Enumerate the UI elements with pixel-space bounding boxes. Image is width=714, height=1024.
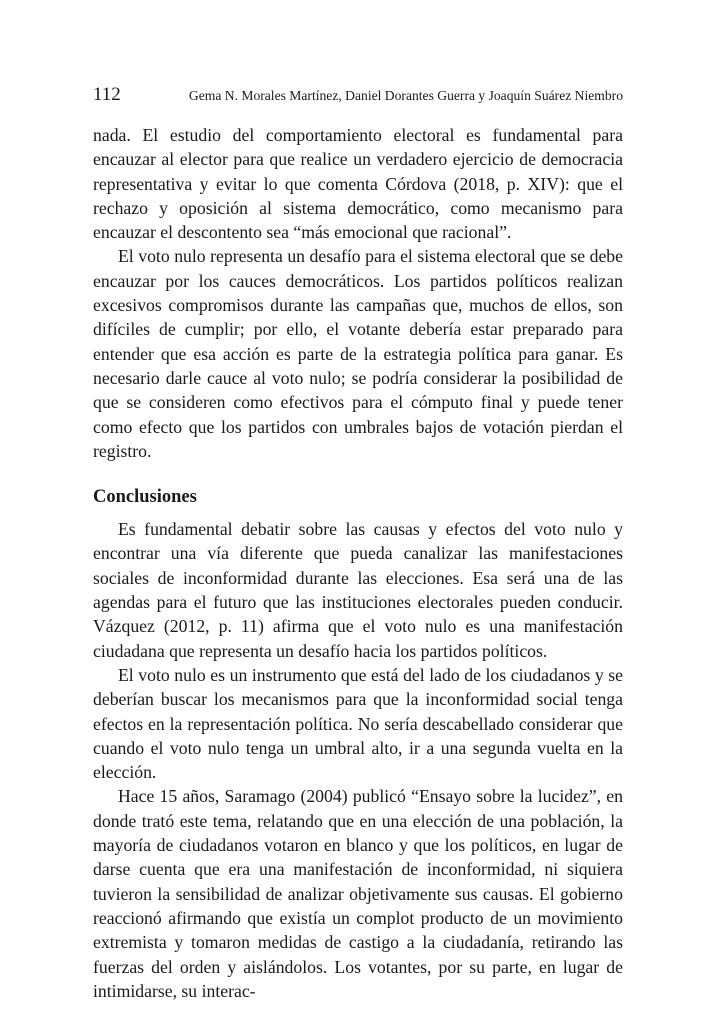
running-head-authors: Gema N. Morales Martínez, Daniel Dorantes Guerra y Joaquín Suárez Niembro (188, 88, 623, 103)
body-text (93, 123, 623, 1003)
paragraph-voto-nulo-desafio: El voto nulo representa un desafío para el sistema electoral que se debe encauzar por los cauces democráticos. Los partidos políticos realizan excesivos compromisos durante las campañas que, muchos de ellos, son difíciles de cumplir; por ello, el votante debería estar preparado para entender que esa acción es parte de la estrategia política para ganar. Es necesario darle cauce al voto nulo; se podría considerar la posibilidad de que se consideren como efectivos para el cómputo final y puede tener como efecto que los partidos con umbrales bajos de votación pierdan el registro. (93, 246, 623, 461)
paragraph-continuation: nada. El estudio del comportamiento electoral es fundamental para encauzar al elector para que realice un verdadero ejercicio de democracia representativa y evitar lo que comenta Córdova (2018, p. XIV): que el rechazo y oposición al sistema democrático, como mecanismo para encauzar el descontento sea “más emocional que racional”. (93, 125, 623, 243)
running-header (93, 84, 623, 106)
paragraph-conclusiones-1: Es fundamental debatir sobre las causas y efectos del voto nulo y encontrar una vía diferente que pueda canalizar las manifestaciones sociales de inconformidad durante las elecciones. Esa será una de las agendas para el futuro que las instituciones electorales pueden conducir. Vázquez (2012, p. 11) afirma que el voto nulo es una manifestación ciudadana que representa un desafío hacia los partidos políticos. (93, 519, 623, 661)
page-number: 112 (93, 84, 121, 105)
paragraph-saramago: Hace 15 años, Saramago (2004) publicó “Ensayo sobre la lucidez”, en donde trató este tema, relatando que en una elección de una población, la mayoría de ciudadanos votaron en blanco y que los políticos, en lugar de darse cuenta que era una manifestación de inconformidad, ni siquiera tuvieron la sensibilidad de analizar objetivamente sus causas. El gobierno reaccionó afirmando que existía un complot producto de un movimiento extremista y tomaron medidas de castigo a la ciudadanía, retirando las fuerzas del orden y aislándolos. Los votantes, por su parte, en lugar de intimidarse, su interac- (93, 786, 623, 1001)
paragraph-conclusiones-2: El voto nulo es un instrumento que está del lado de los ciudadanos y se deberían buscar los mecanismos para que la inconformidad social tenga efectos en la representación política. No sería descabellado considerar que cuando el voto nulo tenga un umbral alto, ir a una segunda vuelta en la elección. (93, 664, 623, 783)
section-heading-conclusiones: Conclusiones (93, 487, 197, 508)
